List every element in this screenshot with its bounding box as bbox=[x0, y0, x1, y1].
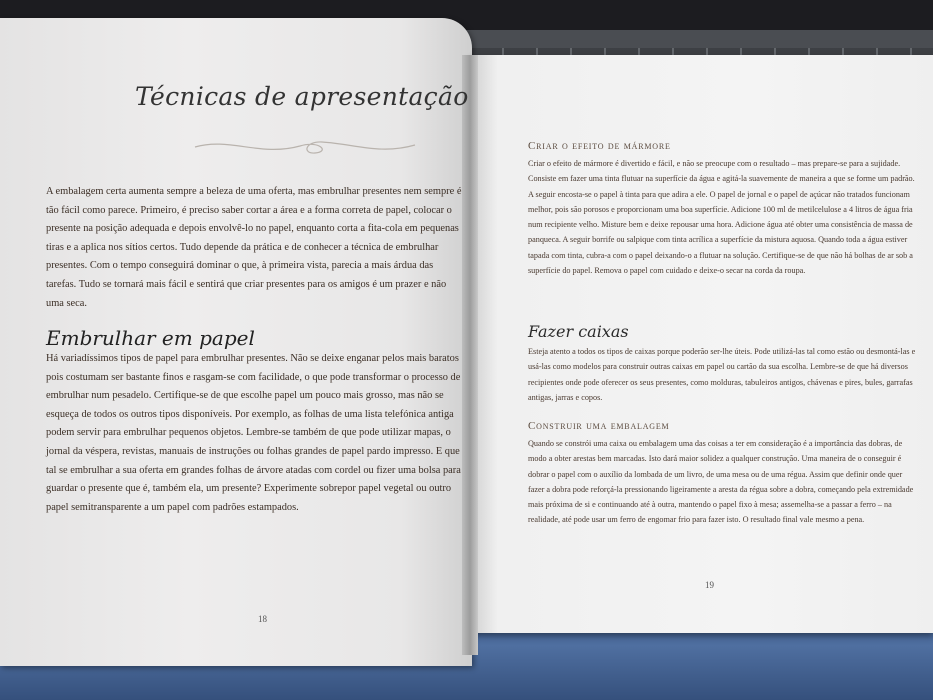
wrapping-paragraph: Há variadíssimos tipos de papel para embrulhar presentes. Não se deixe enganar pelos mais baratos pois costumam ser bastante finos e rasgam-se com facilidade, o que pode transformar o processo de embrulhar num pesadelo. Certifique-se de que escolhe papel um pouco mais grosso, mas não se esqueça de todos os outros tipos disponíveis. Por exemplo, as folhas de uma lista telefónica antiga podem servir para embrulhar pequenos objetos. Lembre-se também de que pode utilizar mapas, o jornal da véspera, revistas, manuais de instruções ou folhas grandes de papel pardo impresso. E que tal se embrulhar a sua oferta em grandes folhas de árvore atadas com cordel ou fizer uma bolsa para guardar o presente que é, também ela, um presente? Experimente sobrepor papel vegetal ou outro papel semitransparente a um papel com padrões estampados. bbox=[46, 353, 461, 513]
marble-paragraph: Criar o efeito de mármore é divertido e fácil, e não se preocupe com o resultado – mas prepare-se para a sujidade. Consiste em fazer uma tinta flutuar na superfície da água e agitá-la suavemente de maneira a que se forme um padrão. A seguir encosta-se o papel à tinta para que adira a ele. O papel de jornal e o papel de açúcar não tratados funcionam melhor, pois são porosos e proporcionam uma boa superfície. Adicione 100 ml de metilcelulose a 4 litros de água fria num recipiente velho. Misture bem e deixe repousar uma hora. Adicione água até obter uma consistência de massa de panqueca. A seguir borrife ou salpique com tinta acrílica a superfície da mistura aquosa. Quando toda a água estiver tapada com tinta, cubra-a com o papel deixando-o a flutuar na solução. Certifique-se de que não há bolhas de ar sob a superfície do papel. Remova o papel com cuidado e deixe-o secar na corda da roupa. bbox=[528, 159, 915, 276]
build-paragraph: Quando se constrói uma caixa ou embalagem uma das coisas a ter em consideração é a importância das dobras, de modo a obter arestas bem marcadas. Isto dará maior solidez a qualquer construção. Uma maneira de o conseguir é dobrar o papel com o auxílio da lombada de um livro, de uma mesa ou de uma régua. Assim que definir onde quer fazer a dobra pode reforçá-la pressionando ligeiramente a aresta da régua sobre a dobra, começando pela extremidade mais próxima de si e continuando até à outra, mantendo o papel fixo à mesa; assemelha-se a passar a ferro – na realidade, até pode usar um ferro de engomar frio para fazer isto. O resultado final vale mesmo a pena. bbox=[528, 439, 914, 525]
page-number-left: 18 bbox=[258, 614, 267, 624]
boxes-heading: Fazer caixas bbox=[528, 322, 629, 341]
page-number-right: 19 bbox=[705, 580, 714, 590]
intro-paragraph: A embalagem certa aumenta sempre a beleza de uma oferta, mas embrulhar presentes nem sempre é tão fácil como parece. Primeiro, é preciso saber cortar a área e a forma correta de papel, colocar o presente na posição adequada e depois envolvê-lo no papel, enquanto corta a fita-cola em pequenas tiras e a aplica nos sítios certos. Tudo depende da prática e de conhecer a técnica de embrulhar presentes. Com o tempo conseguirá dominar o que, à primeira vista, parecia a mais árdua das tarefas. Tudo se tornará mais fácil e sentirá que criar presentes para os amigos é um prazer e não uma seca. bbox=[46, 186, 462, 309]
book-gutter bbox=[462, 55, 478, 655]
page-title: Técnicas de apresentação bbox=[135, 82, 469, 111]
boxes-paragraph: Esteja atento a todos os tipos de caixas porque poderão ser-lhe úteis. Pode utilizá-las tal como estão ou desmontá-las e usá-las como modelos para construir outras caixas em papel ou cartão da sua escolha. Lembre-se de que há diversos recipientes onde pode oferecer os seus presentes, como molduras, tabuleiros antigos, chávenas e pires, bules, garrafas antigas, jarras e copos. bbox=[528, 347, 916, 402]
decorative-flourish-icon bbox=[190, 133, 420, 159]
section-heading-wrapping: Embrulhar em papel bbox=[46, 326, 255, 350]
build-heading: Construir uma embalagem bbox=[528, 420, 670, 432]
marble-heading: Criar o efeito de mármore bbox=[528, 140, 671, 152]
